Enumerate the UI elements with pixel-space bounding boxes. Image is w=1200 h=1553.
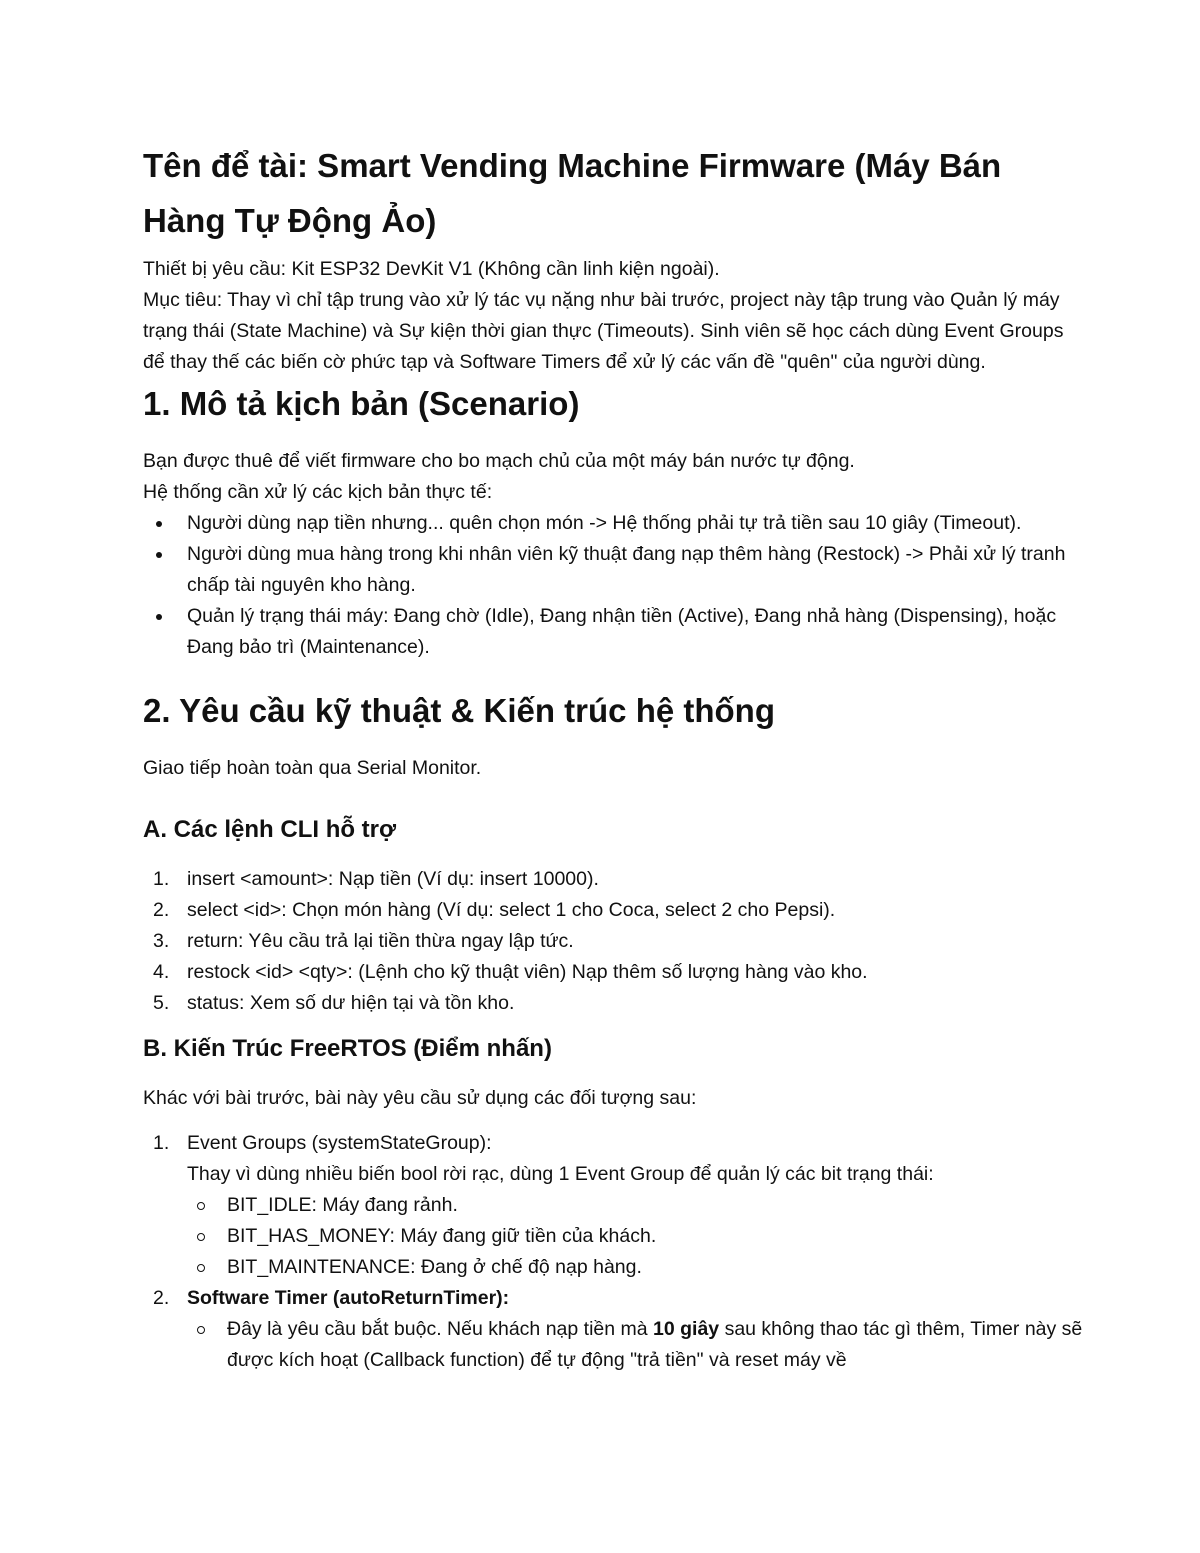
event-bit-item: BIT_IDLE: Máy đang rảnh. — [187, 1190, 1083, 1221]
list-number: 4. — [153, 961, 170, 983]
software-timer-title — [187, 1283, 1083, 1314]
detail-bold: 10 giây — [653, 1318, 720, 1340]
section1-para1: Bạn được thuê để viết firmware cho bo mạch chủ của một máy bán nước tự động. — [143, 450, 855, 472]
software-timer-title-text: Software Timer (autoReturnTimer): — [187, 1287, 510, 1309]
cli-command-text: status: Xem số dư hiện tại và tồn kho. — [187, 992, 515, 1014]
section1-heading: 1. Mô tả kịch bản (Scenario) — [143, 385, 580, 422]
software-timer-details — [187, 1314, 1083, 1376]
cli-command-text: return: Yêu cầu trả lại tiền thừa ngay lập tức. — [187, 930, 574, 952]
freertos-object-list — [143, 1128, 1083, 1376]
cli-command-item — [143, 895, 1083, 926]
event-bit-item: BIT_MAINTENANCE: Đang ở chế độ nạp hàng. — [187, 1252, 1083, 1283]
software-timer-detail — [187, 1314, 1083, 1376]
cli-command-item — [143, 957, 1083, 988]
cli-command-item — [143, 988, 1083, 1019]
cli-command-item — [143, 864, 1083, 895]
list-number: 3. — [153, 930, 170, 952]
list-number: 2. — [153, 899, 170, 921]
document-title: Tên để tài: Smart Vending Machine Firmware (Máy Bán Hàng Tự Động Ảo) — [143, 147, 1002, 239]
document-page — [143, 138, 1083, 1376]
intro-device: Thiết bị yêu cầu: Kit ESP32 DevKit V1 (Không cần linh kiện ngoài). — [143, 258, 720, 280]
scenario-item: Người dùng nạp tiền nhưng... quên chọn món -> Hệ thống phải tự trả tiền sau 10 giây (Timeout). — [143, 508, 1083, 539]
list-number: 2. — [153, 1287, 170, 1309]
list-number: 5. — [153, 992, 170, 1014]
freertos-item-event-groups — [143, 1128, 1083, 1283]
cli-command-list — [143, 864, 1083, 1019]
subsection-b-para: Khác với bài trước, bài này yêu cầu sử dụng các đối tượng sau: — [143, 1087, 697, 1109]
cli-command-text: restock <id> <qty>: (Lệnh cho kỹ thuật viên) Nạp thêm số lượng hàng vào kho. — [187, 961, 868, 983]
event-groups-desc: Thay vì dùng nhiều biến bool rời rạc, dùng 1 Event Group để quản lý các bit trạng thái: — [187, 1163, 934, 1185]
section2-heading: 2. Yêu cầu kỹ thuật & Kiến trúc hệ thống — [143, 692, 775, 729]
section1-para2: Hệ thống cần xử lý các kịch bản thực tế: — [143, 481, 493, 503]
event-groups-title: Event Groups (systemStateGroup): — [187, 1132, 492, 1154]
list-number: 1. — [153, 1132, 170, 1154]
scenario-item: Người dùng mua hàng trong khi nhân viên kỹ thuật đang nạp thêm hàng (Restock) -> Phải xử lý tranh chấp tài nguyên kho hàng. — [143, 539, 1083, 601]
intro-goal: Mục tiêu: Thay vì chỉ tập trung vào xử lý tác vụ nặng như bài trước, project này tập trung vào Quản lý máy trạng thái (State Machine) và Sự kiện thời gian thực (Timeouts). Sinh viên sẽ học cách dùng Event Groups để thay thế các biến cờ phức tạp và Software Timers để xử lý các vấn đề "quên" của người dùng. — [143, 289, 1064, 373]
event-bit-item: BIT_HAS_MONEY: Máy đang giữ tiền của khách. — [187, 1221, 1083, 1252]
detail-text: Đây là yêu cầu bắt buộc. Nếu khách nạp tiền mà — [227, 1318, 654, 1340]
section2-para: Giao tiếp hoàn toàn qua Serial Monitor. — [143, 757, 482, 779]
cli-command-item — [143, 926, 1083, 957]
subsection-b-heading: B. Kiến Trúc FreeRTOS (Điểm nhấn) — [143, 1035, 552, 1062]
list-number: 1. — [153, 868, 170, 890]
detail-text: sau không thao tác gì thêm, Timer này sẽ được kích hoạt (Callback function) để tự động "trả tiền" và reset máy về — [227, 1318, 1083, 1371]
cli-command-text: select <id>: Chọn món hàng (Ví dụ: select 1 cho Coca, select 2 cho Pepsi). — [187, 899, 836, 921]
freertos-item-software-timer — [143, 1283, 1083, 1376]
subsection-a-heading: A. Các lệnh CLI hỗ trợ — [143, 816, 397, 843]
scenario-list — [143, 508, 1083, 663]
cli-command-text: insert <amount>: Nạp tiền (Ví dụ: insert 10000). — [187, 868, 599, 890]
scenario-item: Quản lý trạng thái máy: Đang chờ (Idle), Đang nhận tiền (Active), Đang nhả hàng (Dispensing), hoặc Đang bảo trì (Maintenance). — [143, 601, 1083, 663]
event-bit-list — [187, 1190, 1083, 1283]
